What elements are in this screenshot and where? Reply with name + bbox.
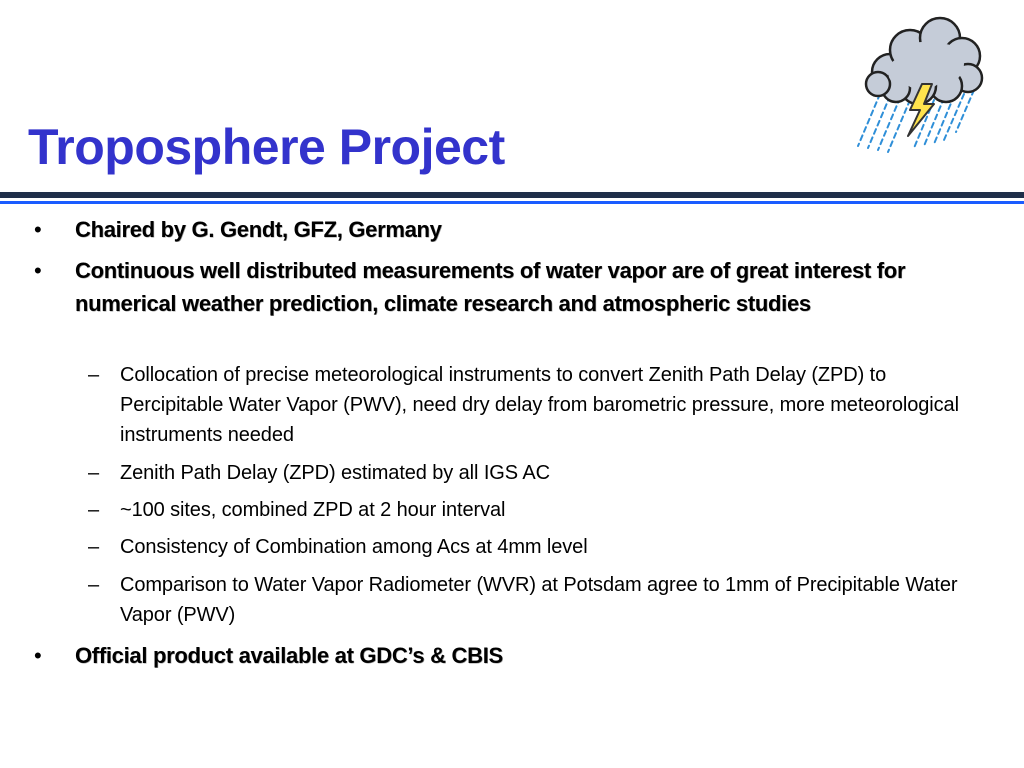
bullet-official-product: Official product available at GDC’s & CBIS [75, 643, 503, 668]
storm-cloud-icon [852, 14, 992, 154]
sub-bullet-marker: – [88, 574, 100, 596]
sub-bullet-consistency: Consistency of Combination among Acs at 4mm level [120, 536, 588, 558]
sub-bullet-marker: – [88, 462, 100, 484]
bullet-marker: • [34, 258, 42, 283]
sub-bullet-marker: – [88, 499, 100, 521]
bullet-marker: • [34, 643, 42, 668]
sub-bullet-sites: ~100 sites, combined ZPD at 2 hour interval [120, 499, 506, 521]
slide-title: Troposphere Project [28, 119, 505, 175]
bullet-water-vapor: Continuous well distributed measurements of water vapor are of great interest for numerical weather prediction, climate research and atmospheric studies [75, 258, 906, 316]
slide-content [0, 210, 1024, 680]
title-rule-thick [0, 192, 1024, 198]
sub-bullet-zpd-estimated: Zenith Path Delay (ZPD) estimated by all IGS AC [120, 462, 550, 484]
title-rule-thin [0, 201, 1024, 204]
bullet-marker: • [34, 217, 42, 242]
sub-bullet-collocation: Collocation of precise meteorological instruments to convert Zenith Path Delay (ZPD) to Percipitable Water Vapor (PWV), need dry delay from barometric pressure, more meteorological instruments needed [120, 364, 959, 446]
sub-bullet-comparison-wvr: Comparison to Water Vapor Radiometer (WVR) at Potsdam agree to 1mm of Precipitable Water Vapor (PWV) [120, 574, 958, 626]
sub-bullet-marker: – [88, 364, 100, 386]
sub-bullet-marker: – [88, 536, 100, 558]
bullet-chaired-by: Chaired by G. Gendt, GFZ, Germany [75, 217, 442, 242]
